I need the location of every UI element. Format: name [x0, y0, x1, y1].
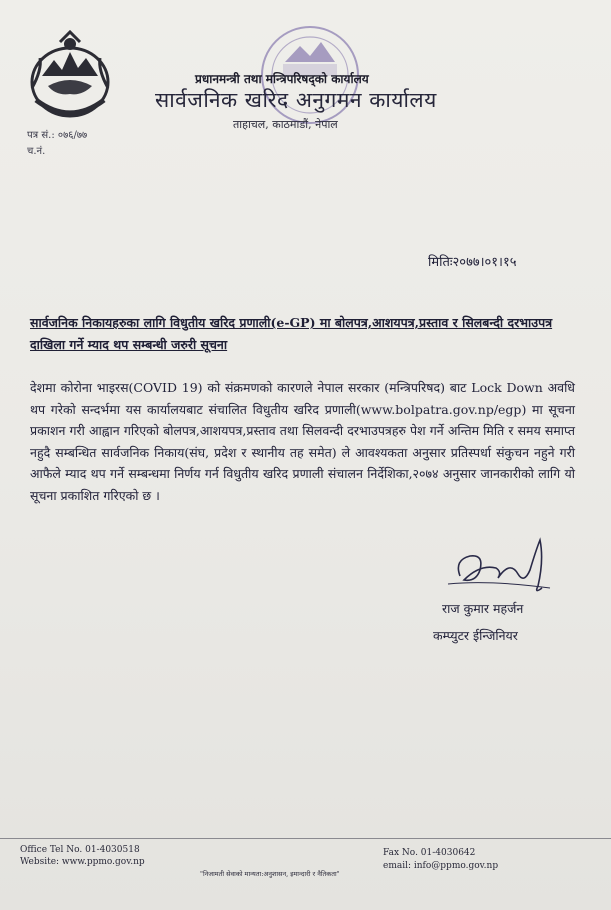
footer-divider — [0, 838, 611, 839]
signature — [440, 530, 560, 600]
notice-body: देशमा कोरोना भाइरस(COVID 19) को संक्रमणको कारणले नेपाल सरकार (मन्त्रिपरिषद) बाट Lock Down अवधि थप गरेको सन्दर्भमा यस कार्यालयबाट संचालित विधुतीय खरिद प्रणाली(www.bolpatra.gov.np/egp) मा सूचना प्रकाशन गरी आह्वान गरिएको बोलपत्र,आशयपत्र,प्रस्ताव तथा सिलवन्दी दरभाउपत्रहरु पेश गर्ने अन्तिम मिति र समय समाप्त नहुदै सम्बन्धित सार्वजनिक निकाय(संघ, प्रदेश र स्थानीय तह समेत) ले आवश्यकता अनुसार प्रतिस्पर्धा संकुचन नहुने गरी आफैले म्याद थप गर्ने सम्बन्धमा निर्णय गर्न विधुतीय खरिद प्रणाली संचालन निर्देशिका,२०७४ अनुसार जानकारीको लागि यो सूचना प्रकाशित गरिएको छ । — [30, 380, 575, 503]
letter-date: मितिः२०७७।०१।१५ — [428, 255, 517, 270]
footer-email: email: info@ppmo.gov.np — [383, 861, 499, 871]
subject-heading — [30, 312, 575, 356]
subject-text: सार्वजनिक निकायहरुका लागि विधुतीय खरिद प्रणाली(e-GP) मा बोलपत्र,आशयपत्र,प्रस्ताव र सिलबन्दी दरभाउपत्र दाखिला गर्ने म्याद थप सम्बन्धी जरुरी सूचना — [30, 315, 553, 352]
footer-fax: Fax No. 01-4030642 — [383, 848, 476, 858]
signer-title: कम्प्युटर ईन्जिनियर — [433, 628, 518, 643]
footer-phone: Office Tel No. 01-4030518 — [20, 845, 140, 855]
office-name: सार्वजनिक खरिद अनुगमन कार्यालय — [155, 88, 437, 112]
ministry-name: प्रधानमन्त्री तथा मन्त्रिपरिषद्को कार्यालय — [195, 72, 369, 86]
footer-motto: "निजामती सेवाको मान्यता:अनुशासन, इमान्दारी र नैतिकता" — [200, 870, 340, 878]
letter-number: पत्र सं.: ०७६/७७ — [27, 130, 88, 141]
nepal-emblem-logo — [22, 30, 118, 126]
dispatch-number: च.नं. — [27, 146, 46, 157]
footer-website: Website: www.ppmo.gov.np — [20, 857, 145, 867]
signer-name: राज कुमार महर्जन — [442, 601, 524, 616]
office-address: ताहाचल, काठमाडौं, नेपाल — [233, 118, 338, 131]
